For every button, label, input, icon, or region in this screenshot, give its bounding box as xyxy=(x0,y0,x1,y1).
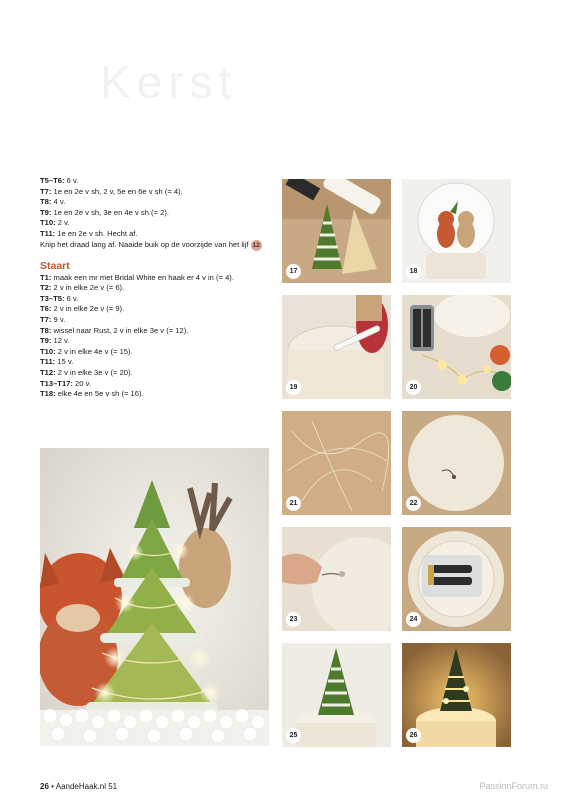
step-number-22: 22 xyxy=(406,496,421,511)
round-text: wissel naar Rust, 2 v in elke 3e v (= 12). xyxy=(51,325,189,335)
round-text: 4 v. xyxy=(51,197,66,207)
instruction-row xyxy=(40,273,275,284)
round-label: T5–T6: xyxy=(40,176,65,185)
round-text: 20 v. xyxy=(72,378,91,388)
photo-step-20 xyxy=(402,295,511,399)
photo-step-24 xyxy=(402,527,511,631)
step-badge: 12 xyxy=(252,241,260,249)
step-number-18: 18 xyxy=(406,264,421,279)
instruction-row xyxy=(40,218,275,229)
round-text: maak een mr met Bridal White en haak er 4 v in (= 4). xyxy=(51,272,234,282)
instruction-row xyxy=(40,283,275,294)
round-label: T1: xyxy=(40,272,52,282)
photo-step-17 xyxy=(282,179,391,283)
instruction-row xyxy=(40,357,275,368)
instruction-row xyxy=(40,176,275,187)
round-label: T8: xyxy=(40,197,52,207)
round-text: 2 v in elke 3e v (= 20). xyxy=(55,367,133,377)
round-text: 15 v. xyxy=(55,357,74,367)
instructions-top-list xyxy=(40,176,275,240)
step-number-17: 17 xyxy=(286,264,301,279)
photo-step-18 xyxy=(402,179,511,283)
round-text: 12 v. xyxy=(51,336,70,346)
magazine-name: AandeHaak.nl 51 xyxy=(55,782,118,791)
round-label: T6: xyxy=(40,304,52,314)
round-label: T8: xyxy=(40,325,52,335)
photo-step-22 xyxy=(402,411,511,515)
round-label: T11: xyxy=(40,228,56,238)
instructions-tail-list xyxy=(40,273,275,400)
instructions-column xyxy=(40,176,275,400)
step-number-26: 26 xyxy=(406,728,421,743)
photo-step-23 xyxy=(282,527,391,631)
round-label: T2: xyxy=(40,283,52,293)
page-number: 26 xyxy=(40,782,49,791)
instruction-row xyxy=(40,294,275,305)
round-text: 2 v in elke 2e v (= 9). xyxy=(51,304,125,314)
round-text: 2 v in elke 4e v (= 15). xyxy=(55,346,133,356)
finish-instruction xyxy=(40,240,275,251)
instruction-row xyxy=(40,208,275,219)
round-label: T13–T17: xyxy=(40,378,73,388)
round-text: 6 v. xyxy=(64,293,79,303)
faint-header-text: Kerst xyxy=(100,56,238,108)
instruction-row xyxy=(40,315,275,326)
round-label: T9: xyxy=(40,207,52,217)
instruction-row xyxy=(40,229,275,240)
instruction-row xyxy=(40,368,275,379)
step-number-24: 24 xyxy=(406,612,421,627)
big-photo-crochet-tree xyxy=(40,448,269,746)
round-text: 9 v. xyxy=(51,314,66,324)
step-number-23: 23 xyxy=(286,612,301,627)
photo-step-21 xyxy=(282,411,391,515)
round-label: T10: xyxy=(40,346,56,356)
round-label: T18: xyxy=(40,389,56,399)
round-label: T9: xyxy=(40,336,52,346)
section-title-staart: Staart xyxy=(40,259,70,272)
round-label: T7: xyxy=(40,314,52,324)
round-text: 1e en 2e v sh, 2 v, 5e en 6e v sh (= 4). xyxy=(51,186,183,196)
round-label: T10: xyxy=(40,218,56,228)
round-text: 2 v. xyxy=(55,218,70,228)
round-text: 1e en 2e v sh. Hecht af. xyxy=(55,228,138,238)
round-text: elke 4e en 5e v sh (= 16). xyxy=(55,389,144,399)
round-text: 2 v in elke 2e v (= 6). xyxy=(51,283,125,293)
instruction-row xyxy=(40,389,275,400)
step-number-20: 20 xyxy=(406,380,421,395)
step-number-21: 21 xyxy=(286,496,301,511)
instruction-row xyxy=(40,379,275,390)
round-label: T12: xyxy=(40,367,56,377)
finish-text: Knip het draad lang af. Naaide buik op de voorzijde van het lijf xyxy=(40,239,249,249)
step-number-19: 19 xyxy=(286,380,301,395)
watermark-text: PassionForum.ru xyxy=(479,781,548,791)
instruction-row xyxy=(40,336,275,347)
round-text: 6 v. xyxy=(64,176,79,185)
round-label: T7: xyxy=(40,186,52,196)
instruction-row xyxy=(40,326,275,337)
round-text: 1e en 2e v sh, 3e en 4e v sh (= 2). xyxy=(51,207,169,217)
footer-bullet: • xyxy=(51,782,54,791)
photo-step-26 xyxy=(402,643,511,747)
instruction-row xyxy=(40,187,275,198)
round-label: T3–T5: xyxy=(40,293,65,303)
instruction-row xyxy=(40,304,275,315)
step-number-25: 25 xyxy=(286,728,301,743)
instruction-row xyxy=(40,197,275,208)
instruction-row xyxy=(40,347,275,358)
photo-step-25 xyxy=(282,643,391,747)
round-label: T11: xyxy=(40,357,56,367)
page-footer xyxy=(40,782,117,791)
photo-step-19 xyxy=(282,295,391,399)
